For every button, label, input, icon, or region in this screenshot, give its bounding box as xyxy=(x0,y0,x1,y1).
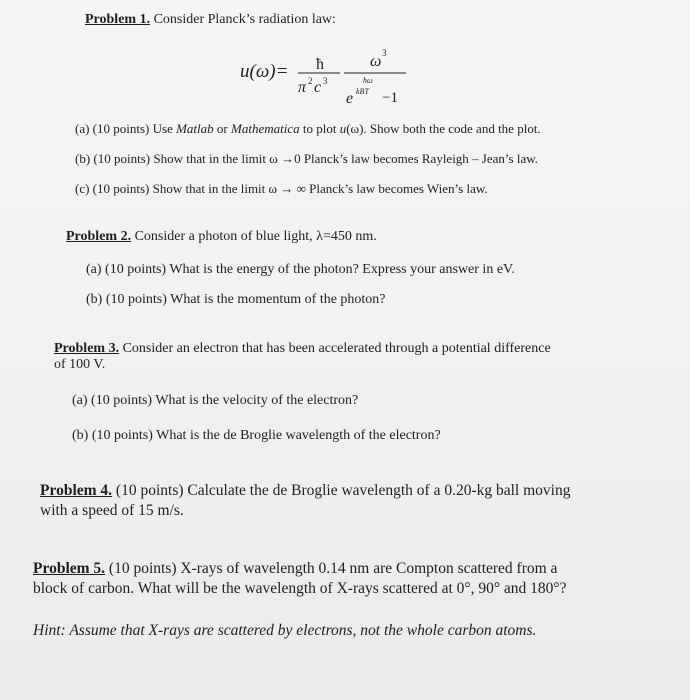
part-a-mid2: to plot xyxy=(299,121,340,136)
problem-3-label: Problem 3. xyxy=(54,341,120,356)
problem-2-label: Problem 2. xyxy=(66,229,132,244)
problem-5-label: Problem 5. xyxy=(33,560,106,577)
problem-2-intro: Consider a photon of blue light, λ=450 nm. xyxy=(131,229,377,244)
problem-5-hint: Hint: Assume that X-rays are scattered by electrons, not the whole carbon atoms. xyxy=(33,622,537,639)
problem-3-intro-line2: of 100 V. xyxy=(54,357,106,372)
problem-3-intro-line1: Consider an electron that has been accelerated through a potential difference xyxy=(119,341,551,356)
problem-5-line2: block of carbon. What will be the wavelength of X-rays scattered at 0°, 90° and 180°? xyxy=(33,580,567,597)
formula-hbar: ħ xyxy=(316,56,324,73)
problem-5-line1 xyxy=(33,560,557,578)
formula-minus-one: −1 xyxy=(382,90,398,106)
formula-e: e xyxy=(346,90,354,107)
problem-1-label: Problem 1. xyxy=(85,12,151,27)
problem-4-line2: with a speed of 15 m/s. xyxy=(40,502,184,519)
formula-exp-top: ħω xyxy=(363,76,373,85)
problem-4-label: Problem 4. xyxy=(40,482,113,499)
problem-1-part-b: (b) (10 points) Show that in the limit ω →0 Planck’s law becomes Rayleigh – Jean’s law. xyxy=(75,151,539,166)
problem-2-heading xyxy=(66,229,377,245)
formula-c: c xyxy=(314,79,322,96)
problem-4-text-line1: (10 points) Calculate the de Broglie wavelength of a 0.20-kg ball moving xyxy=(112,482,571,499)
problem-3-part-a: (a) (10 points) What is the velocity of the electron? xyxy=(72,393,359,408)
problem-3-heading xyxy=(54,341,551,357)
problem-1-heading xyxy=(85,12,336,28)
problem-5-text-line1: (10 points) X-rays of wavelength 0.14 nm are Compton scattered from a xyxy=(105,560,558,577)
formula-c-power: 3 xyxy=(323,76,328,86)
formula-omega-power: 3 xyxy=(382,48,387,58)
problem-1-part-c: (c) (10 points) Show that in the limit ω → ∞ Planck’s law becomes Wien’s law. xyxy=(75,181,488,196)
formula-omega: ω xyxy=(370,53,382,70)
planck-formula xyxy=(240,44,420,114)
problem-2-part-a: (a) (10 points) What is the energy of the photon? Express your answer in eV. xyxy=(86,262,515,277)
part-a-u: u xyxy=(339,121,347,136)
formula-pi-power: 2 xyxy=(308,76,313,86)
problem-4-line1 xyxy=(40,482,570,500)
formula-pi: π xyxy=(298,79,307,96)
problem-3-part-b: (b) (10 points) What is the de Broglie wavelength of the electron? xyxy=(72,428,441,443)
part-a-mid: or xyxy=(213,121,231,136)
part-a-prefix: (a) (10 points) Use xyxy=(75,121,177,136)
formula-lhs: u(ω)= xyxy=(240,61,289,82)
part-a-rest: (ω). Show both the code and the plot. xyxy=(346,121,541,136)
part-a-matlab: Matlab xyxy=(176,121,214,136)
problem-1-part-a xyxy=(75,121,541,137)
part-a-mathematica: Mathematica xyxy=(231,121,300,136)
problem-1-intro: Consider Planck’s radiation law: xyxy=(150,12,336,27)
problem-2-part-b: (b) (10 points) What is the momentum of the photon? xyxy=(86,292,386,307)
formula-exp-bottom: kBT xyxy=(356,87,369,96)
